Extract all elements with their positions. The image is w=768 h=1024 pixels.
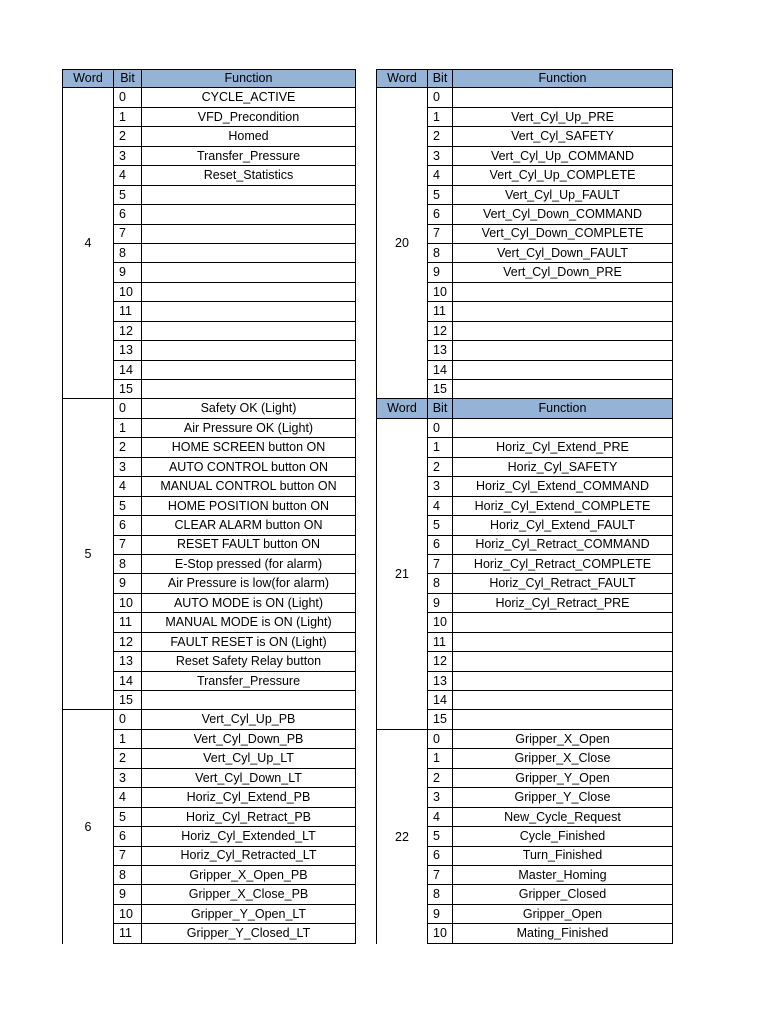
bit-cell: 2 bbox=[114, 438, 142, 457]
function-cell: Vert_Cyl_Down_PRE bbox=[453, 263, 673, 282]
function-cell: AUTO CONTROL button ON bbox=[142, 458, 356, 477]
function-cell: Air Pressure is low(for alarm) bbox=[142, 574, 356, 593]
function-cell: Vert_Cyl_Up_PRE bbox=[453, 108, 673, 127]
function-cell: Horiz_Cyl_Retract_PB bbox=[142, 808, 356, 827]
function-cell: Vert_Cyl_SAFETY bbox=[453, 127, 673, 146]
bit-cell: 4 bbox=[428, 166, 453, 185]
word-cell: 20 bbox=[376, 88, 428, 399]
bit-cell: 2 bbox=[428, 458, 453, 477]
bit-cell: 8 bbox=[428, 885, 453, 904]
bit-cell: 6 bbox=[114, 827, 142, 846]
bit-cell: 3 bbox=[114, 769, 142, 788]
function-cell bbox=[142, 244, 356, 263]
bit-cell: 1 bbox=[428, 438, 453, 457]
function-cell bbox=[453, 88, 673, 107]
bit-cell: 15 bbox=[428, 710, 453, 729]
function-cell: Transfer_Pressure bbox=[142, 672, 356, 691]
bit-cell: 11 bbox=[114, 924, 142, 943]
bit-cell: 0 bbox=[428, 730, 453, 749]
bit-cell: 15 bbox=[428, 380, 453, 399]
function-cell bbox=[142, 302, 356, 321]
function-cell: Horiz_Cyl_Extended_LT bbox=[142, 827, 356, 846]
bit-cell: 15 bbox=[114, 691, 142, 710]
bit-cell: 11 bbox=[114, 302, 142, 321]
function-cell: Gripper_Y_Open_LT bbox=[142, 905, 356, 924]
bit-cell: 6 bbox=[428, 205, 453, 224]
bit-cell: 8 bbox=[114, 244, 142, 263]
function-cell: Gripper_X_Open bbox=[453, 730, 673, 749]
bit-cell: 14 bbox=[114, 361, 142, 380]
function-cell: Vert_Cyl_Down_PB bbox=[142, 730, 356, 749]
word-cell: 6 bbox=[62, 710, 114, 943]
function-cell bbox=[142, 341, 356, 360]
function-cell: Horiz_Cyl_Retract_FAULT bbox=[453, 574, 673, 593]
function-cell: Turn_Finished bbox=[453, 847, 673, 866]
bit-cell: 10 bbox=[428, 924, 453, 943]
bit-cell: 6 bbox=[114, 205, 142, 224]
bit-cell: 7 bbox=[114, 536, 142, 555]
bit-cell: 14 bbox=[114, 672, 142, 691]
bit-cell: 0 bbox=[114, 710, 142, 729]
bit-cell: 5 bbox=[428, 516, 453, 535]
function-cell: Gripper_Y_Open bbox=[453, 769, 673, 788]
function-cell: New_Cycle_Request bbox=[453, 808, 673, 827]
bit-cell: 4 bbox=[114, 477, 142, 496]
bit-cell: 11 bbox=[428, 633, 453, 652]
word-cell: 4 bbox=[62, 88, 114, 399]
bit-cell: 12 bbox=[428, 322, 453, 341]
bit-cell: 4 bbox=[114, 788, 142, 807]
header-function: Function bbox=[453, 69, 673, 88]
bit-cell: 9 bbox=[428, 594, 453, 613]
bit-cell: 10 bbox=[114, 594, 142, 613]
header-function: Function bbox=[453, 399, 673, 418]
function-cell: Vert_Cyl_Up_COMMAND bbox=[453, 147, 673, 166]
bit-cell: 10 bbox=[114, 283, 142, 302]
function-cell: Cycle_Finished bbox=[453, 827, 673, 846]
function-cell bbox=[453, 710, 673, 729]
header-word: Word bbox=[376, 69, 428, 88]
bit-cell: 9 bbox=[428, 905, 453, 924]
bit-cell: 9 bbox=[114, 885, 142, 904]
bit-cell: 7 bbox=[428, 555, 453, 574]
bit-cell: 10 bbox=[428, 283, 453, 302]
bit-cell: 12 bbox=[428, 652, 453, 671]
function-cell bbox=[142, 186, 356, 205]
bit-cell: 8 bbox=[114, 866, 142, 885]
bit-cell: 6 bbox=[114, 516, 142, 535]
function-cell bbox=[142, 691, 356, 710]
bit-cell: 13 bbox=[114, 652, 142, 671]
function-cell: Horiz_Cyl_Retract_COMMAND bbox=[453, 536, 673, 555]
function-cell: Safety OK (Light) bbox=[142, 399, 356, 418]
function-cell bbox=[453, 633, 673, 652]
function-cell: Vert_Cyl_Up_COMPLETE bbox=[453, 166, 673, 185]
function-cell bbox=[142, 361, 356, 380]
bit-cell: 14 bbox=[428, 691, 453, 710]
function-cell: Gripper_Open bbox=[453, 905, 673, 924]
function-cell: HOME POSITION button ON bbox=[142, 497, 356, 516]
left-io-table bbox=[62, 69, 356, 944]
function-cell: Horiz_Cyl_Extend_PRE bbox=[453, 438, 673, 457]
bit-cell: 11 bbox=[428, 302, 453, 321]
bit-cell: 7 bbox=[114, 847, 142, 866]
function-cell: Gripper_Y_Closed_LT bbox=[142, 924, 356, 943]
bit-cell: 10 bbox=[114, 905, 142, 924]
function-cell: MANUAL CONTROL button ON bbox=[142, 477, 356, 496]
bit-cell: 8 bbox=[114, 555, 142, 574]
function-cell: Horiz_Cyl_Extend_PB bbox=[142, 788, 356, 807]
header-word: Word bbox=[376, 399, 428, 418]
bit-cell: 5 bbox=[114, 497, 142, 516]
function-cell: Homed bbox=[142, 127, 356, 146]
function-cell bbox=[453, 322, 673, 341]
bit-cell: 3 bbox=[428, 147, 453, 166]
bit-cell: 0 bbox=[114, 399, 142, 418]
bit-cell: 13 bbox=[428, 341, 453, 360]
function-cell: VFD_Precondition bbox=[142, 108, 356, 127]
function-cell: Air Pressure OK (Light) bbox=[142, 419, 356, 438]
bit-cell: 5 bbox=[428, 186, 453, 205]
bit-cell: 5 bbox=[114, 186, 142, 205]
function-cell bbox=[453, 691, 673, 710]
function-cell bbox=[453, 613, 673, 632]
header-bit: Bit bbox=[428, 69, 453, 88]
function-cell bbox=[453, 361, 673, 380]
function-cell: FAULT RESET is ON (Light) bbox=[142, 633, 356, 652]
header-bit: Bit bbox=[114, 69, 142, 88]
bit-cell: 2 bbox=[428, 769, 453, 788]
function-cell: Horiz_Cyl_Extend_COMMAND bbox=[453, 477, 673, 496]
function-cell: CLEAR ALARM button ON bbox=[142, 516, 356, 535]
header-word: Word bbox=[62, 69, 114, 88]
function-cell: Horiz_Cyl_Extend_COMPLETE bbox=[453, 497, 673, 516]
function-cell: RESET FAULT button ON bbox=[142, 536, 356, 555]
function-cell bbox=[453, 672, 673, 691]
function-cell: MANUAL MODE is ON (Light) bbox=[142, 613, 356, 632]
function-cell: HOME SCREEN button ON bbox=[142, 438, 356, 457]
header-bit: Bit bbox=[428, 399, 453, 418]
function-cell: Vert_Cyl_Up_FAULT bbox=[453, 186, 673, 205]
bit-cell: 15 bbox=[114, 380, 142, 399]
function-cell: Reset_Statistics bbox=[142, 166, 356, 185]
bit-cell: 5 bbox=[114, 808, 142, 827]
function-cell bbox=[142, 380, 356, 399]
bit-cell: 4 bbox=[114, 166, 142, 185]
function-cell bbox=[453, 419, 673, 438]
bit-cell: 6 bbox=[428, 847, 453, 866]
function-cell bbox=[142, 283, 356, 302]
function-cell bbox=[142, 205, 356, 224]
bit-cell: 5 bbox=[428, 827, 453, 846]
bit-cell: 2 bbox=[428, 127, 453, 146]
bit-cell: 8 bbox=[428, 574, 453, 593]
function-cell: Master_Homing bbox=[453, 866, 673, 885]
bit-cell: 4 bbox=[428, 808, 453, 827]
function-cell: AUTO MODE is ON (Light) bbox=[142, 594, 356, 613]
word-cell: 5 bbox=[62, 399, 114, 710]
bit-cell: 3 bbox=[428, 477, 453, 496]
bit-cell: 0 bbox=[428, 88, 453, 107]
function-cell: Horiz_Cyl_SAFETY bbox=[453, 458, 673, 477]
bit-cell: 6 bbox=[428, 536, 453, 555]
function-cell: Gripper_Closed bbox=[453, 885, 673, 904]
bit-cell: 1 bbox=[428, 749, 453, 768]
bit-cell: 0 bbox=[428, 419, 453, 438]
bit-cell: 1 bbox=[114, 730, 142, 749]
function-cell: Reset Safety Relay button bbox=[142, 652, 356, 671]
function-cell: Vert_Cyl_Up_PB bbox=[142, 710, 356, 729]
bit-cell: 13 bbox=[114, 341, 142, 360]
bit-cell: 9 bbox=[114, 263, 142, 282]
bit-cell: 7 bbox=[114, 225, 142, 244]
function-cell: Gripper_Y_Close bbox=[453, 788, 673, 807]
bit-cell: 2 bbox=[114, 749, 142, 768]
bit-cell: 2 bbox=[114, 127, 142, 146]
function-cell: Horiz_Cyl_Retracted_LT bbox=[142, 847, 356, 866]
function-cell bbox=[142, 263, 356, 282]
bit-cell: 8 bbox=[428, 244, 453, 263]
bit-cell: 7 bbox=[428, 866, 453, 885]
bit-cell: 1 bbox=[114, 419, 142, 438]
bit-cell: 10 bbox=[428, 613, 453, 632]
bit-cell: 14 bbox=[428, 361, 453, 380]
bit-cell: 1 bbox=[428, 108, 453, 127]
header-function: Function bbox=[142, 69, 356, 88]
function-cell: Vert_Cyl_Up_LT bbox=[142, 749, 356, 768]
bit-cell: 9 bbox=[428, 263, 453, 282]
right-io-table bbox=[376, 69, 673, 944]
bit-cell: 12 bbox=[114, 633, 142, 652]
function-cell bbox=[453, 283, 673, 302]
bit-cell: 13 bbox=[428, 672, 453, 691]
function-cell bbox=[142, 225, 356, 244]
function-cell: Vert_Cyl_Down_COMPLETE bbox=[453, 225, 673, 244]
function-cell: Horiz_Cyl_Extend_FAULT bbox=[453, 516, 673, 535]
bit-cell: 3 bbox=[114, 458, 142, 477]
bit-cell: 0 bbox=[114, 88, 142, 107]
bit-cell: 11 bbox=[114, 613, 142, 632]
function-cell: Mating_Finished bbox=[453, 924, 673, 943]
function-cell bbox=[453, 341, 673, 360]
function-cell: E-Stop pressed (for alarm) bbox=[142, 555, 356, 574]
bit-cell: 7 bbox=[428, 225, 453, 244]
function-cell: Vert_Cyl_Down_LT bbox=[142, 769, 356, 788]
bit-cell: 1 bbox=[114, 108, 142, 127]
function-cell: Horiz_Cyl_Retract_COMPLETE bbox=[453, 555, 673, 574]
bit-cell: 3 bbox=[428, 788, 453, 807]
bit-cell: 12 bbox=[114, 322, 142, 341]
function-cell: Vert_Cyl_Down_COMMAND bbox=[453, 205, 673, 224]
function-cell: Gripper_X_Close bbox=[453, 749, 673, 768]
function-cell: Gripper_X_Open_PB bbox=[142, 866, 356, 885]
function-cell bbox=[453, 380, 673, 399]
function-cell bbox=[453, 302, 673, 321]
word-cell: 21 bbox=[376, 419, 428, 730]
function-cell bbox=[453, 652, 673, 671]
function-cell: Transfer_Pressure bbox=[142, 147, 356, 166]
bit-cell: 4 bbox=[428, 497, 453, 516]
function-cell: CYCLE_ACTIVE bbox=[142, 88, 356, 107]
bit-cell: 3 bbox=[114, 147, 142, 166]
function-cell: Vert_Cyl_Down_FAULT bbox=[453, 244, 673, 263]
function-cell bbox=[142, 322, 356, 341]
word-cell: 22 bbox=[376, 730, 428, 944]
bit-cell: 9 bbox=[114, 574, 142, 593]
function-cell: Gripper_X_Close_PB bbox=[142, 885, 356, 904]
function-cell: Horiz_Cyl_Retract_PRE bbox=[453, 594, 673, 613]
